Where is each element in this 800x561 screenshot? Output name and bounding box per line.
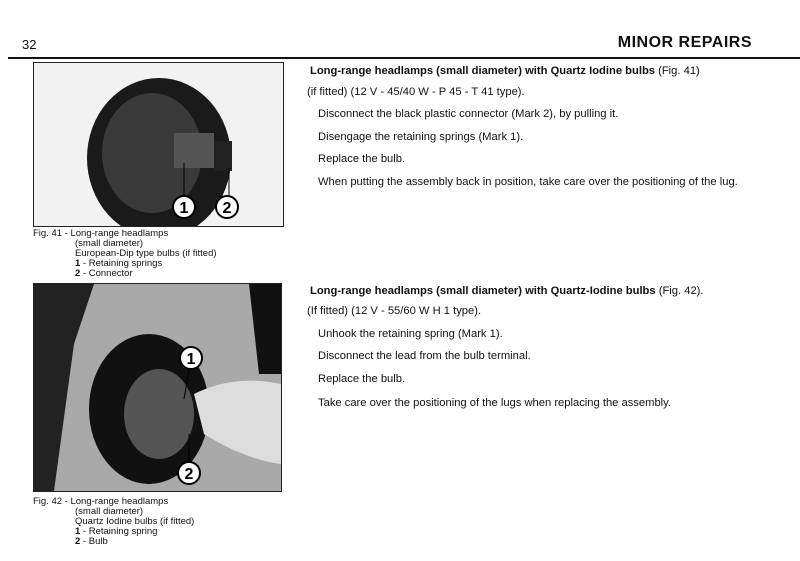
- caption-line: European-Dip type bulbs (if fitted): [75, 248, 217, 259]
- step: Disconnect the black plastic connector (Mark 2), by pulling it.: [318, 108, 619, 120]
- section-1-subtitle: (if fitted) (12 V - 45/40 W - P 45 - T 41 type).: [307, 86, 525, 98]
- figure-42-photo: [33, 283, 282, 492]
- caption-item: 2 - Connector: [75, 268, 133, 279]
- caption-item: 1 - Retaining spring: [75, 526, 158, 537]
- caption-line: Quartz Iodine bulbs (if fitted): [75, 516, 195, 527]
- caption-line: (small diameter): [75, 506, 144, 517]
- callout-1: 1: [186, 351, 196, 368]
- section-1-heading: Long-range headlamps (small diameter) with Quartz Iodine bulbs (Fig. 41): [310, 65, 700, 77]
- caption-lead: Fig. 42 - Long-range headlamps: [33, 496, 169, 507]
- step: Replace the bulb.: [318, 373, 406, 385]
- figure-42-caption: [33, 497, 194, 547]
- callout-1: 1: [179, 200, 189, 217]
- figure-41-caption: [33, 229, 217, 279]
- caption-item: 1 - Retaining springs: [75, 258, 163, 269]
- step: Replace the bulb.: [318, 153, 406, 165]
- step: Unhook the retaining spring (Mark 1).: [318, 328, 503, 340]
- page-number: 32: [22, 37, 37, 52]
- section-2-heading: Long-range headlamps (small diameter) with Quartz-Iodine bulbs (Fig. 42).: [310, 285, 704, 297]
- step: Take care over the positioning of the lugs when replacing the assembly.: [318, 397, 672, 409]
- caption-item: 2 - Bulb: [75, 536, 108, 547]
- step: Disengage the retaining springs (Mark 1).: [318, 131, 524, 143]
- callout-2: 2: [222, 200, 232, 217]
- section-2-subtitle: (If fitted) (12 V - 55/60 W H 1 type).: [307, 305, 482, 317]
- step: When putting the assembly back in position, take care over the positioning of the lug.: [318, 176, 738, 188]
- header-rule: [8, 57, 800, 59]
- step: Disconnect the lead from the bulb terminal.: [318, 350, 531, 362]
- figure-41-photo: [33, 62, 284, 227]
- section-title: MINOR REPAIRS: [617, 34, 752, 51]
- callout-2: 2: [184, 466, 194, 483]
- caption-lead: Fig. 41 - Long-range headlamps: [33, 228, 169, 239]
- caption-line: (small diameter): [75, 238, 144, 249]
